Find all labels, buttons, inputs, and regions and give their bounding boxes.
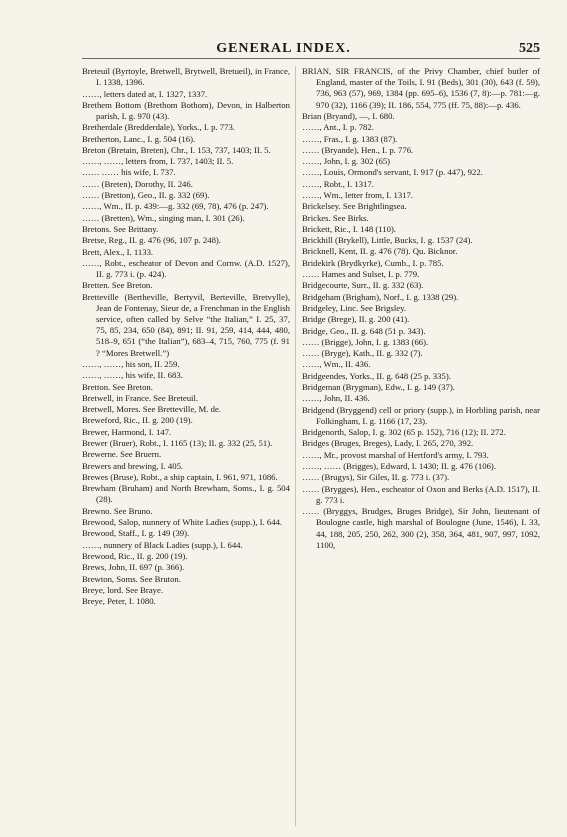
index-entry: ……, letters dated at, I. 1327, 1337. [82,88,208,99]
index-entry: ……, …… (Brigges), Edward, I. 1430; II. g. 476 (106). [302,461,496,472]
index-entry: …… …… his wife, I. 737. [82,167,176,178]
index-column-right [302,66,540,551]
index-entry: Breye, Peter, I. 1080. [82,596,156,607]
index-entry: ……, nunnery of Black Ladies (supp.), I. 644. [82,539,243,550]
index-entry: Bridekirk (Brydkyrke), Cumb., I. p. 785. [302,257,444,268]
index-entry: Bridgeendes, Yorks., II. g. 648 (25 p. 335). [302,370,451,381]
index-entry: ……, ……, letters from, I. 737, 1403; II. 5. [82,156,234,167]
index-entry: Brewton, Soms. See Bruton. [82,573,181,584]
index-entry: BRIAN, SIR FRANCIS, of the Privy Chamber, chief butler of England, master of the Toils, I. 91 (Beds), 301 (30), 643 (f. 59), 736, 963 (57), 969, 1384 (pp. 695–6), 1536 (7, 8):—p. 781:—g. 970 (32), 1166 (39); II. 186, 554, 775 (ff. 75, 88):—p. 436. [302,66,540,110]
index-entry: …… (Breten), Dorothy, II. 246. [82,178,193,189]
index-entry: Brickhill (Brykell), Little, Bucks, I. g. 1537 (24). [302,235,473,246]
index-entry: Bridgend (Bryggend) cell or priory (supp.), in Horbling parish, near Folkingham, I. g. 1166 (17, 23). [302,404,540,426]
index-entry: Brewes (Bruse), Robt., a ship captain, I. 961, 971, 1086. [82,471,278,482]
index-entry: Breteuil (Byrtoyle, Bretwell, Brytwell, Bretueil), in France, I. 1338, 1396. [82,66,290,88]
index-entry: Brewood, Salop, nunnery of White Ladies (supp.), I. 644. [82,517,283,528]
index-entry: Brian (Bryand), —, I. 680. [302,110,395,121]
index-entry: ……, Wm., letter from, I. 1317. [302,189,414,200]
index-entry: Brewood, Staff., I. g. 149 (39). [82,528,190,539]
index-entry: …… (Bryggys, Brudges, Bruges Bridge), Sir John, lieutenant of Boulogne castle, high marshal of Boulogne (June, 1546), I. 33, 44, 188, 205, 250, 262, 300 (2), 358, 364, 481, 907, 997, 1092, 1100, [302,506,540,550]
index-entry: Brickelsey. See Brightlingsea. [302,201,407,212]
index-column-left [82,66,290,607]
index-entry: Brewer (Bruer), Robt., I. 1165 (13); II. g. 332 (25, 51). [82,438,273,449]
index-entry: Brewer, Harmond, I. 147. [82,426,172,437]
index-entry: Bricknell, Kent, II. g. 476 (78). Qu. Bicknor. [302,246,458,257]
index-entry: Bretherdale (Bredderdale), Yorks., I. p. 773. [82,122,235,133]
index-entry: ……, Robt., I. 1317. [302,178,374,189]
index-entry: Bridge, Geo., II. g. 648 (51 p. 343). [302,325,426,336]
index-entry: ……, John, I. g. 302 (65) [302,156,391,167]
index-entry: Bridgecourte, Surr., II. g. 332 (63). [302,280,424,291]
index-entry: Bretons. See Brittany. [82,223,159,234]
index-entry: Bretten. See Breton. [82,280,153,291]
index-entry: …… (Brugys), Sir Giles, II. g. 773 i. (37). [302,472,450,483]
index-entry: Bridgenorth, Salop, I. g. 302 (65 p. 152), 716 (12); II. 272. [302,427,506,438]
index-entry: Brett, Alex., I. 1133. [82,246,154,257]
index-entry: Brickes. See Birks. [302,212,369,223]
index-entry: ……, Mr., provost marshal of Hertford's army, I. 793. [302,449,489,460]
index-entry: ……, ……, his son, II. 259. [82,358,180,369]
index-entry: …… (Bryande), Hen., I. p. 776. [302,144,414,155]
index-entry: ……, ……, his wife, II. 683. [82,370,183,381]
index-entry: Brewham (Bruham) and North Brewham, Soms., I. g. 504 (28). [82,483,290,505]
index-entry: Bridgeman (Brygman), Edw., I. g. 149 (37). [302,382,455,393]
index-entry: Bridges (Bruges, Breges), Lady, I. 265, 270, 392. [302,438,474,449]
index-entry: …… (Brygges), Hen., escheator of Oxon and Berks (A.D. 1517), II. g. 773 i. [302,483,540,505]
index-entry: Brewerne. See Bruern. [82,449,162,460]
index-entry: ……, Wm., II. 436. [302,359,371,370]
page-title: GENERAL INDEX. [216,41,351,56]
index-entry: Bretteville (Bertheville, Bertyvil, Berteville, Bretvylle), Jean de Fontenay, Sieur de, a Frenchman in the English service, often called by Selve “the Italian,” I. 25, 37, 75, 85, 234, 650 (84), 891; II. 91, 259, 414, 444, 480, 518–9, 651 (“the Italian”), 683–4, 715, 760, 775 (f. 91 ? “Mores Bretwell.”) [82,291,290,358]
index-entry: Breweford, Ric., II. g. 200 (19). [82,415,193,426]
index-entry: …… (Bretton), Geo., II. g. 332 (69). [82,190,210,201]
index-entry: …… (Brigge), John, I. g. 1383 (66). [302,336,429,347]
index-entry: ……, Ant., I. p. 782. [302,122,374,133]
index-entry: Brews, John, II. 697 (p. 366). [82,562,185,573]
index-entry: Brewood, Ric., II. g. 200 (19). [82,550,188,561]
index-entry: Breton (Bretain, Breten), Chr., I. 153, 737, 1403; II. 5. [82,144,271,155]
index-entry: Brewers and brewing, I. 405. [82,460,184,471]
index-entry: …… (Bretten), Wm., singing man, I. 301 (26). [82,212,245,223]
index-entry: Bridge (Brege), II. g. 200 (41). [302,314,410,325]
index-entry: ……, Louis, Ormond's servant, I. 917 (p. 447), 922. [302,167,483,178]
index-entry: Bridgeley, Linc. See Brigsley. [302,302,407,313]
index-entry: Bretwell, in France. See Breteuil. [82,392,199,403]
index-entry: Bretse, Reg., II. g. 476 (96, 107 p. 248). [82,235,221,246]
index-entry: ……, Wm., II. p. 439:—g. 332 (69, 78), 476 (p. 247). [82,201,269,212]
index-entry: Bretherton, Lanc., I. g. 504 (16). [82,133,196,144]
index-entry: Brethem Bottom (Brethom Bothom), Devon, in Halberton parish, I. g. 970 (43). [82,99,290,121]
index-entry: Bretwell, Mores. See Bretteville, M. de. [82,404,221,415]
index-entry: Brewno. See Bruno. [82,505,153,516]
page-number: 525 [519,41,540,56]
column-divider [295,66,296,826]
index-entry: ……, Fras., I. g. 1383 (87). [302,133,398,144]
index-entry: …… Hames and Sulset, I. p. 779. [302,269,420,280]
index-entry: Bretton. See Breton. [82,381,153,392]
index-entry: Bridgeham (Brigham), Norf., I. g. 1338 (29). [302,291,459,302]
header-rule [82,58,540,59]
index-entry: ……, Robt., escheator of Devon and Cornw. (A.D. 1527), II. g. 773 i. (p. 424). [82,257,290,280]
index-entry: ……, John, II. 436. [302,393,370,404]
index-entry: Breye, lord. See Braye. [82,584,164,595]
index-entry: …… (Bryge), Kath., II. g. 332 (7). [302,348,423,359]
index-entry: Brickett, Ric., I. 148 (110). [302,223,397,234]
